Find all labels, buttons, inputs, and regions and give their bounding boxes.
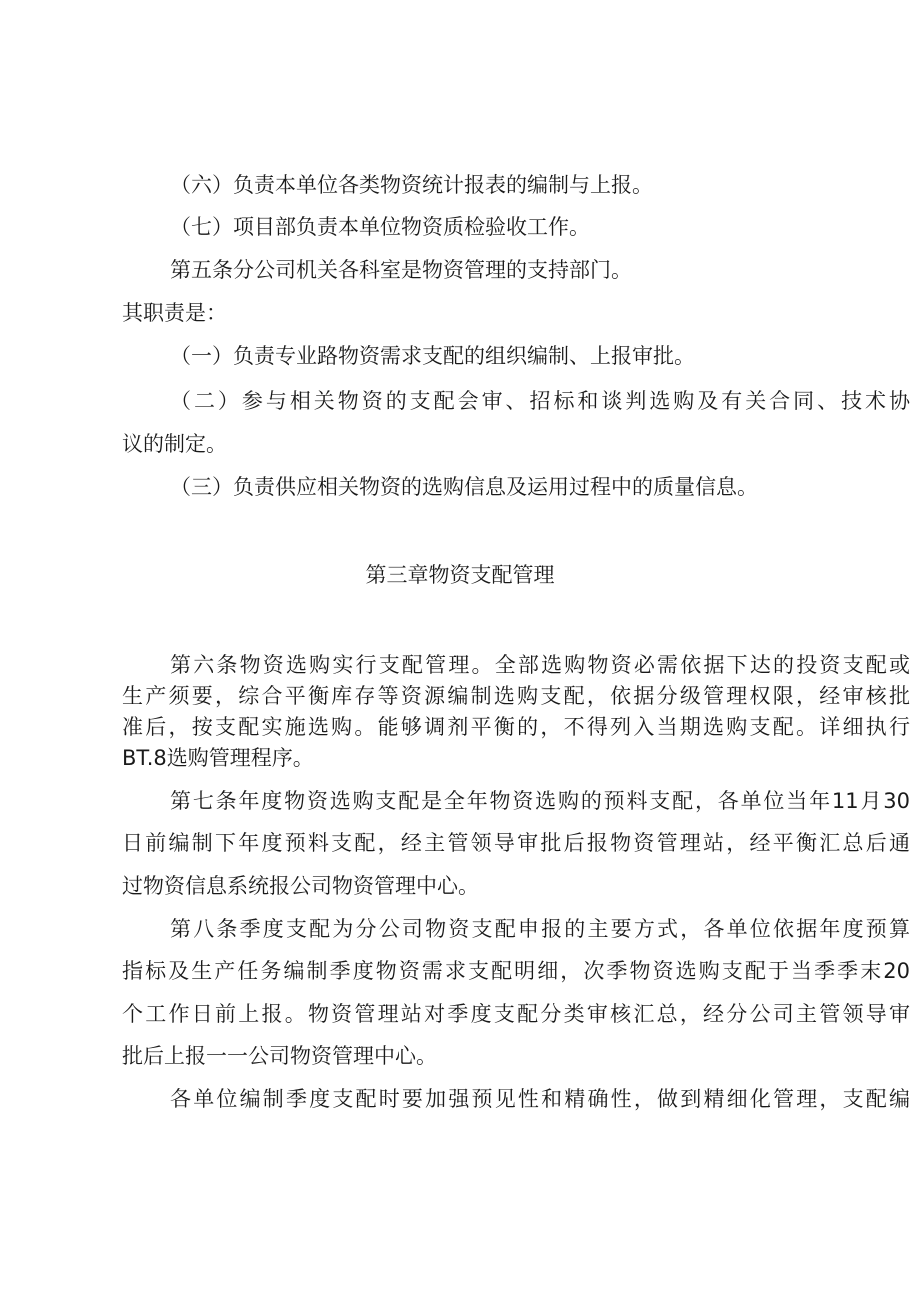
paragraph-line: 个工作日前上报。物资管理站对季度支配分类审核汇总，经分公司主管领导审 (122, 1002, 910, 1026)
paragraph-line: 过物资信息系统报公司物资管理中心。 (122, 874, 479, 898)
paragraph-line: 各单位编制季度支配时要加强预见性和精确性，做到精细化管理，支配编 (170, 1087, 910, 1111)
paragraph-line: 批后上报一一公司物资管理中心。 (122, 1044, 437, 1068)
paragraph-line: （二）参与相关物资的支配会审、招标和谈判选购及有关合同、技术协 (170, 389, 910, 413)
paragraph-line: 议的制定。 (122, 432, 227, 456)
chapter-heading: 第三章物资支配管理 (365, 563, 555, 587)
paragraph-line: BT.8选购管理程序。 (122, 746, 314, 770)
paragraph-line: 准后，按支配实施选购。能够调剂平衡的，不得列入当期选购支配。详细执行 (122, 715, 910, 739)
paragraph-line: 日前编制下年度预料支配，经主管领导审批后报物资管理站，经平衡汇总后通 (122, 831, 910, 855)
paragraph-line: （一）负责专业路物资需求支配的组织编制、上报审批。 (170, 344, 695, 368)
paragraph-line: 第七条年度物资选购支配是全年物资选购的预料支配，各单位当年11月30 (170, 789, 910, 813)
paragraph-line: 生产须要，综合平衡库存等资源编制选购支配，依据分级管理权限，经审核批 (122, 684, 910, 708)
paragraph-line: 其职责是： (122, 301, 227, 325)
paragraph-line: 第六条物资选购实行支配管理。全部选购物资必需依据下达的投资支配或 (170, 653, 910, 677)
paragraph-line: （六）负责本单位各类物资统计报表的编制与上报。 (170, 173, 653, 197)
paragraph-line: （三）负责供应相关物资的选购信息及运用过程中的质量信息。 (170, 475, 758, 499)
paragraph-line: 指标及生产任务编制季度物资需求支配明细，次季物资选购支配于当季季末20 (122, 959, 910, 983)
paragraph-line: 第八条季度支配为分公司物资支配申报的主要方式，各单位依据年度预算 (170, 917, 910, 941)
paragraph-line: 第五条分公司机关各科室是物资管理的支持部门。 (170, 258, 632, 282)
paragraph-line: （七）项目部负责本单位物资质检验收工作。 (170, 215, 590, 239)
